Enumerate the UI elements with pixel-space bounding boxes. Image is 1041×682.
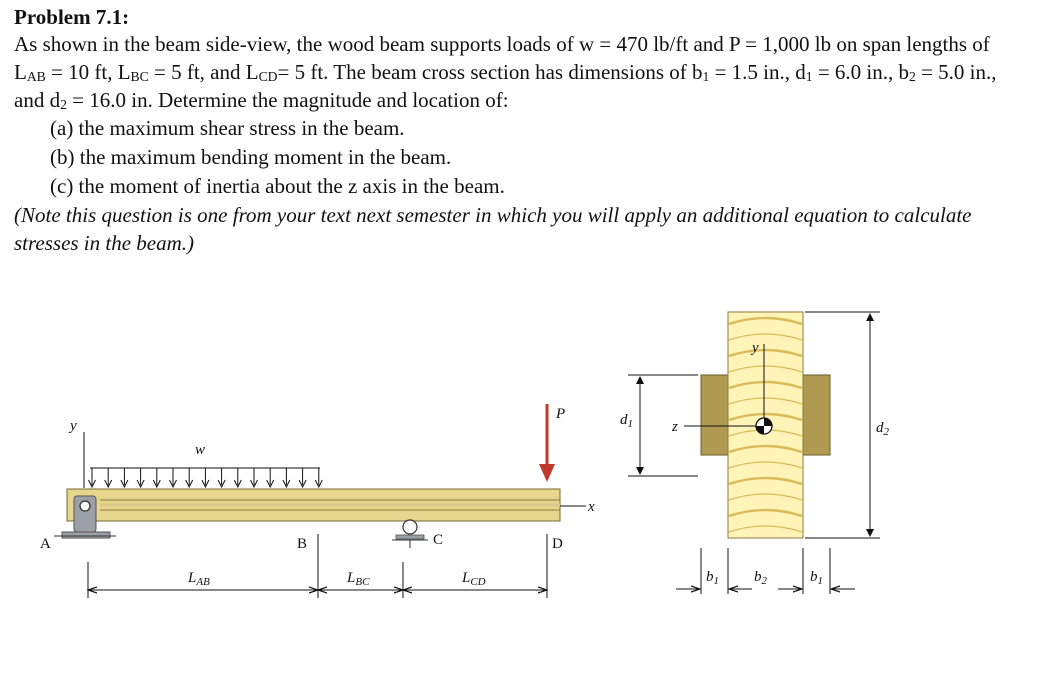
question-item-b: (b) the maximum bending moment in the beam. bbox=[50, 145, 452, 169]
beam-cross-section bbox=[620, 312, 890, 594]
roller-support-c bbox=[392, 520, 428, 548]
b1-left-label: $b_1$ bbox=[706, 569, 719, 587]
statement-part: = 16.0 in. Determine the magnitude and location of: bbox=[66, 88, 509, 112]
question-item-a: (a) the maximum shear stress in the beam. bbox=[50, 116, 405, 140]
b1-right-label: $b_1$ bbox=[810, 569, 823, 587]
point-c-label: C bbox=[433, 532, 444, 548]
problem-text bbox=[14, 4, 1024, 257]
section-z-label: z bbox=[672, 419, 678, 435]
statement-part: = 5.0 in., and d bbox=[14, 60, 997, 112]
span-cd-label: $L_{CD}$ bbox=[462, 570, 486, 588]
d1-label: $d_1$ bbox=[620, 412, 633, 430]
distributed-load bbox=[89, 468, 323, 487]
question-item-c: (c) the moment of inertia about the z axis in the beam. bbox=[50, 174, 505, 198]
problem-statement bbox=[14, 30, 1024, 114]
right-plank bbox=[802, 375, 830, 455]
subscript: 2 bbox=[60, 97, 67, 112]
statement-part: = 6.0 in., b bbox=[812, 60, 910, 84]
subscript: 2 bbox=[909, 69, 916, 84]
d2-label: $d_2$ bbox=[876, 420, 889, 438]
b2-label: $b_2$ bbox=[754, 569, 767, 587]
subscript: CD bbox=[258, 69, 278, 84]
section-y-label: y bbox=[752, 340, 759, 356]
question-list bbox=[14, 114, 1024, 201]
subscript: 1 bbox=[702, 69, 710, 84]
left-plank bbox=[701, 375, 729, 455]
problem-note: (Note this question is one from your text next semester in which you will apply an additional equation to calculate stresses in the beam.) bbox=[14, 203, 972, 255]
beam-body bbox=[67, 489, 560, 521]
point-load-p bbox=[539, 404, 555, 482]
problem-title: Problem 7.1: bbox=[14, 5, 130, 29]
centroid-icon bbox=[756, 418, 772, 434]
point-a-label: A bbox=[40, 536, 51, 552]
statement-part: As shown in the beam side-view, the wood beam supports loads of w = 470 lb/ft and P = 1,000 lb on span lengths of L bbox=[14, 32, 990, 84]
load-p-label: P bbox=[556, 406, 566, 422]
statement-part: = 5 ft. The beam cross section has dimensions of b bbox=[277, 60, 703, 84]
load-w-label: w bbox=[195, 442, 206, 458]
beam-side-view bbox=[40, 404, 595, 598]
subscript: BC bbox=[130, 69, 149, 84]
span-ab-label: $L_{AB}$ bbox=[188, 570, 210, 588]
statement-part: = 1.5 in., d bbox=[709, 60, 806, 84]
statement-part: = 5 ft, and L bbox=[148, 60, 259, 84]
subscript: 1 bbox=[805, 69, 813, 84]
statement-part: = 10 ft, L bbox=[45, 60, 131, 84]
width-dimensions bbox=[676, 548, 855, 594]
point-d-label: D bbox=[552, 536, 563, 552]
span-bc-label: $L_{BC}$ bbox=[347, 570, 370, 588]
subscript: AB bbox=[26, 69, 46, 84]
point-b-label: B bbox=[297, 536, 308, 552]
y-axis-label: y bbox=[70, 418, 77, 434]
x-axis-label: x bbox=[588, 499, 595, 515]
beam-figure bbox=[0, 300, 1041, 682]
